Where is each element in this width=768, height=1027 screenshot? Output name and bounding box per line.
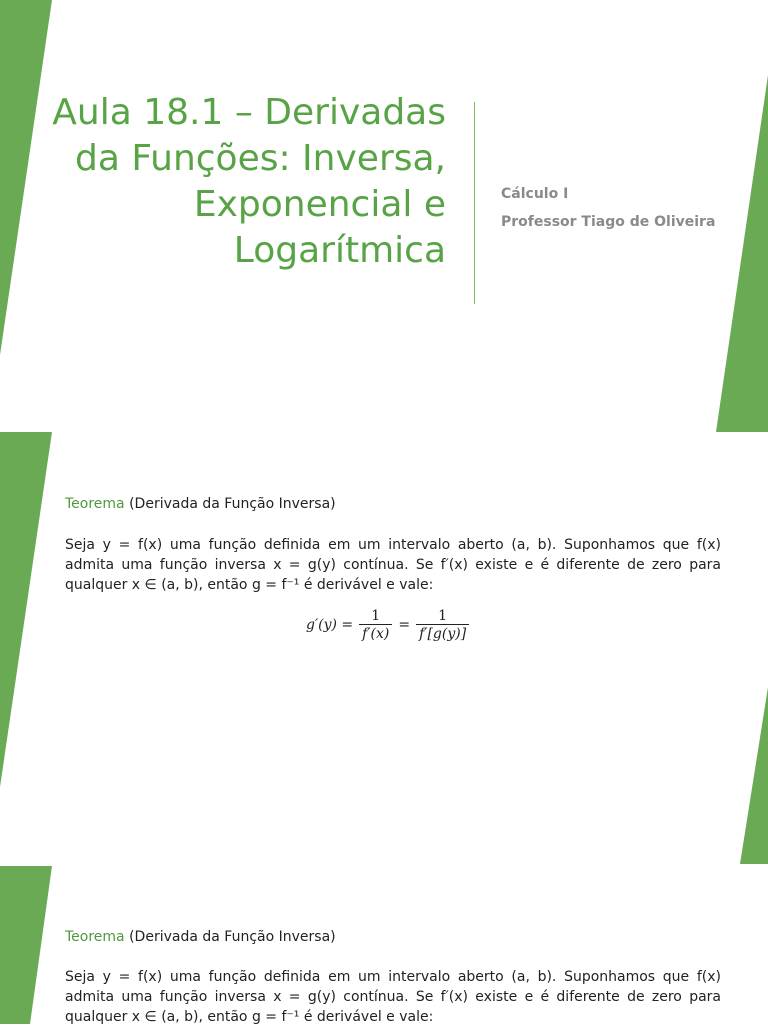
inverse-derivative-formula (306, 608, 469, 642)
professor-name: Professor Tiago de Oliveira (501, 214, 716, 230)
theorem-keyword: Teorema (65, 929, 125, 945)
left-green-stripe (0, 866, 52, 1024)
statement-line-1: Seja y = f(x) uma função definida em um intervalo aberto (a, b). Suponhamos que f(x) (65, 969, 721, 985)
theorem-keyword: Teorema (65, 496, 125, 512)
theorem-name: (Derivada da Função Inversa) (129, 929, 336, 945)
title-line-2: da Funções: Inversa, (75, 138, 446, 179)
theorem-heading (65, 496, 336, 512)
formula-lhs: g′(y) = (306, 617, 354, 633)
theorem-heading-repeat (65, 929, 336, 945)
fraction-1-numerator: 1 (371, 608, 381, 624)
subtitle (501, 180, 715, 236)
course-name: Cálculo I (501, 186, 569, 202)
fraction-1 (359, 608, 392, 642)
formula-equals: = (398, 617, 411, 633)
theorem-statement-repeat (65, 967, 721, 1027)
title-line-4: Logarítmica (233, 230, 446, 271)
left-green-stripe (0, 432, 52, 787)
right-green-stripe (716, 75, 768, 432)
title-divider (474, 102, 475, 304)
right-green-stripe (740, 687, 768, 864)
statement-line-2: admita uma função inversa x = g(y) contínua. Se f′(x) existe e é diferente de zero para (65, 557, 721, 573)
fraction-2 (416, 608, 469, 642)
statement-line-3: qualquer x ∈ (a, b), então g = f⁻¹ é derivável e vale: (65, 1009, 434, 1025)
statement-line-3: qualquer x ∈ (a, b), então g = f⁻¹ é derivável e vale: (65, 577, 434, 593)
title-line-3: Exponencial e (193, 184, 446, 225)
fraction-2-numerator: 1 (438, 608, 448, 624)
statement-line-1: Seja y = f(x) uma função definida em um intervalo aberto (a, b). Suponhamos que f(x) (65, 537, 721, 553)
title-slide (0, 0, 768, 432)
fraction-1-denominator: f′(x) (359, 624, 392, 642)
statement-line-2: admita uma função inversa x = g(y) contínua. Se f′(x) existe e é diferente de zero para (65, 989, 721, 1005)
slide-title (6, 90, 446, 274)
theorem-name: (Derivada da Função Inversa) (129, 496, 336, 512)
theorem-statement (65, 535, 721, 595)
fraction-2-denominator: f′[g(y)] (416, 624, 469, 642)
title-line-1: Aula 18.1 – Derivadas (52, 92, 446, 133)
